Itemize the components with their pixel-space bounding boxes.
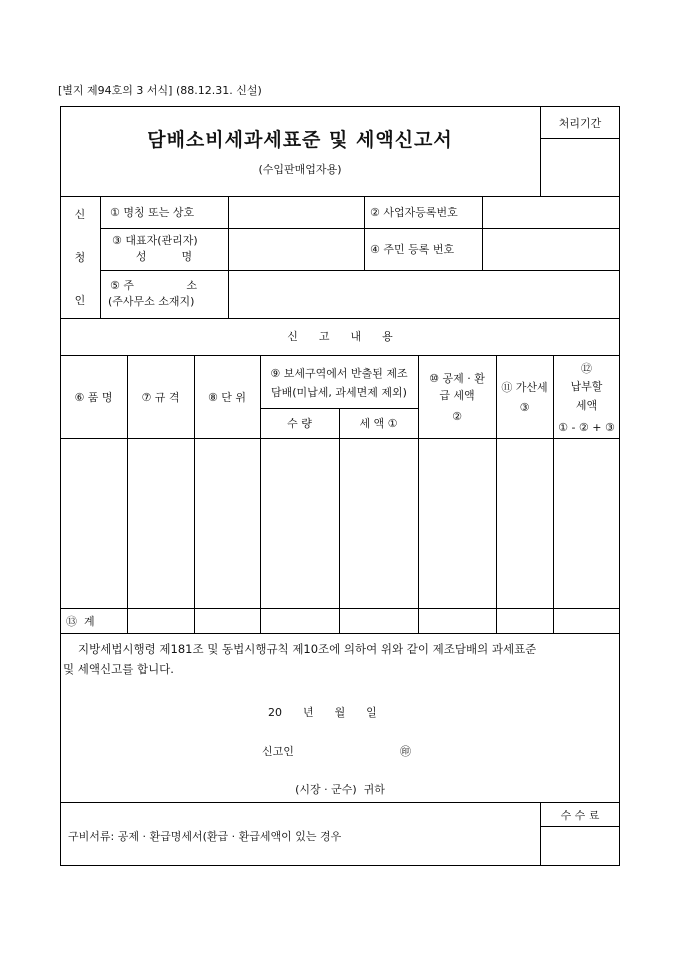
addressee: (시장 · 군수) 귀하 [295, 783, 385, 796]
form-frame [60, 106, 620, 866]
rule [60, 318, 620, 319]
col-payable-3: 세액 [575, 399, 598, 412]
attachments-note: 구비서류: 공제 · 환급명세서(환급 · 환급세액이 있는 경우 [68, 830, 342, 843]
address-sub-label: (주사무소 소재지) [108, 295, 195, 308]
representative-name-label: 성 명 [135, 250, 193, 263]
rule [540, 826, 620, 827]
col-additional-tax-2: ③ [519, 401, 530, 414]
reporter-label: 신고인 [262, 745, 294, 758]
col-bonded-2: 담배(미납세, 과세면제 제외) [271, 386, 407, 399]
form-subtitle: (수입판매업자용) [258, 163, 342, 176]
rule [60, 633, 620, 634]
rule [60, 438, 620, 439]
date-line: 20 년 월 일 [268, 706, 377, 719]
statement-line-2: 및 세액신고를 합니다. [63, 662, 174, 676]
fee-label: 수 수 료 [560, 809, 600, 822]
rule [496, 355, 497, 633]
rule [364, 196, 365, 270]
total-label: ⑬ 계 [66, 615, 95, 628]
rule [60, 355, 620, 356]
rule [339, 408, 340, 633]
applicant-side-label: 청 [74, 251, 86, 264]
applicant-side-label: 인 [74, 294, 86, 307]
col-bonded-1: ⑨ 보세구역에서 반출된 제조 [270, 367, 408, 380]
rule [228, 196, 229, 318]
representative-label: ③ 대표자(관리자) [112, 234, 198, 247]
statement-line-1: 지방세법시행령 제181조 및 동법시행규칙 제10조에 의하여 위와 같이 제조담배의 과세표준 [78, 642, 537, 656]
col-tax: 세 액 ① [359, 417, 398, 430]
col-item-name: ⑥ 품 명 [74, 391, 113, 404]
col-payable-2: 납부할 [570, 380, 603, 393]
biz-reg-label: ② 사업자등록번호 [370, 206, 458, 219]
processing-period-label: 처리기간 [558, 117, 602, 130]
form-reference: [별지 제94호의 3 서식] (88.12.31. 신설) [58, 84, 262, 97]
seal-mark: ㊞ [400, 745, 411, 758]
col-quantity: 수 량 [287, 417, 312, 430]
col-payable-1: ⑫ [581, 362, 592, 375]
col-deduction-2: 급 세액 [439, 389, 475, 402]
rule [100, 228, 620, 229]
form-title: 담배소비세과세표준 및 세액신고서 [147, 129, 453, 151]
col-payable-4: ① - ② + ③ [558, 421, 615, 434]
name-label: ① 명칭 또는 상호 [110, 206, 195, 219]
col-unit: ⑧ 단 위 [207, 391, 247, 404]
rule [60, 802, 620, 803]
rule [60, 608, 620, 609]
rule [60, 196, 620, 197]
col-deduction-3: ② [452, 410, 462, 423]
resident-number-label: ④ 주민 등록 번호 [370, 243, 455, 256]
rule [100, 270, 620, 271]
col-spec: ⑦ 규 격 [141, 391, 180, 404]
rule [482, 196, 483, 270]
applicant-side-label: 신 [74, 208, 86, 221]
col-additional-tax-1: ⑪ 가산세 [501, 381, 548, 394]
rule [553, 355, 554, 633]
col-deduction-1: ⑩ 공제 · 환 [429, 372, 485, 385]
rule [540, 138, 620, 139]
section-title: 신 고 내 용 [287, 330, 393, 343]
address-label: ⑤ 주 소 [110, 279, 198, 292]
